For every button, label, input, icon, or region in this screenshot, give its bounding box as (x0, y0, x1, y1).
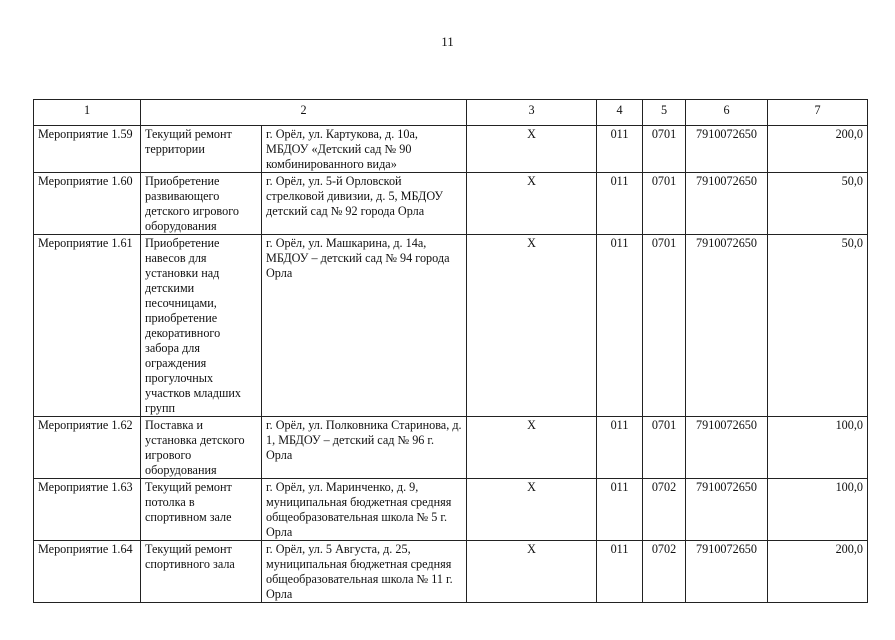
section-cell: 0701 (643, 126, 686, 173)
work-name-cell: Поставка и установка детского игрового оборудования (141, 417, 262, 479)
address-cell: г. Орёл, ул. Полковника Старинова, д. 1, МБДОУ – детский сад № 96 г. Орла (262, 417, 467, 479)
budget-table (33, 99, 868, 603)
target-cell: 7910072650 (686, 173, 768, 235)
target-cell: 7910072650 (686, 541, 768, 603)
table-row (34, 235, 868, 417)
address-cell: г. Орёл, ул. Маринченко, д. 9, муниципальная бюджетная средняя общеобразовательная школа № 5 г. Орла (262, 479, 467, 541)
work-name-cell: Текущий ремонт территории (141, 126, 262, 173)
event-cell: Мероприятие 1.60 (34, 173, 141, 235)
mark-cell: Х (467, 417, 597, 479)
header-col-5: 5 (643, 100, 686, 126)
event-cell: Мероприятие 1.62 (34, 417, 141, 479)
amount-cell: 100,0 (768, 479, 868, 541)
code-cell: 011 (597, 235, 643, 417)
header-col-7: 7 (768, 100, 868, 126)
amount-cell: 50,0 (768, 235, 868, 417)
table-row (34, 479, 868, 541)
page-number: 11 (441, 34, 454, 49)
target-cell: 7910072650 (686, 126, 768, 173)
work-name-cell: Приобретение развивающего детского игрового оборудования (141, 173, 262, 235)
header-col-1: 1 (34, 100, 141, 126)
event-cell: Мероприятие 1.63 (34, 479, 141, 541)
table-row (34, 173, 868, 235)
code-cell: 011 (597, 173, 643, 235)
table-row (34, 126, 868, 173)
mark-cell: Х (467, 235, 597, 417)
table-header-row (34, 100, 868, 126)
header-col-4: 4 (597, 100, 643, 126)
event-cell: Мероприятие 1.64 (34, 541, 141, 603)
section-cell: 0701 (643, 173, 686, 235)
section-cell: 0701 (643, 417, 686, 479)
address-cell: г. Орёл, ул. Картукова, д. 10а, МБДОУ «Детский сад № 90 комбинированного вида» (262, 126, 467, 173)
amount-cell: 200,0 (768, 541, 868, 603)
target-cell: 7910072650 (686, 479, 768, 541)
header-col-2: 2 (141, 100, 467, 126)
mark-cell: Х (467, 541, 597, 603)
address-cell: г. Орёл, ул. Машкарина, д. 14а, МБДОУ – детский сад № 94 города Орла (262, 235, 467, 417)
target-cell: 7910072650 (686, 417, 768, 479)
code-cell: 011 (597, 541, 643, 603)
mark-cell: Х (467, 479, 597, 541)
code-cell: 011 (597, 126, 643, 173)
header-col-3: 3 (467, 100, 597, 126)
address-cell: г. Орёл, ул. 5 Августа, д. 25, муниципальная бюджетная средняя общеобразовательная школа № 11 г. Орла (262, 541, 467, 603)
work-name-cell: Текущий ремонт потолка в спортивном зале (141, 479, 262, 541)
mark-cell: Х (467, 126, 597, 173)
target-cell: 7910072650 (686, 235, 768, 417)
table-row (34, 541, 868, 603)
amount-cell: 100,0 (768, 417, 868, 479)
work-name-cell: Приобретение навесов для установки над детскими песочницами, приобретение декоративного забора для ограждения прогулочных участков младших групп (141, 235, 262, 417)
amount-cell: 200,0 (768, 126, 868, 173)
code-cell: 011 (597, 479, 643, 541)
header-col-6: 6 (686, 100, 768, 126)
amount-cell: 50,0 (768, 173, 868, 235)
work-name-cell: Текущий ремонт спортивного зала (141, 541, 262, 603)
code-cell: 011 (597, 417, 643, 479)
section-cell: 0701 (643, 235, 686, 417)
section-cell: 0702 (643, 479, 686, 541)
address-cell: г. Орёл, ул. 5-й Орловской стрелковой дивизии, д. 5, МБДОУ детский сад № 92 города Орла (262, 173, 467, 235)
event-cell: Мероприятие 1.59 (34, 126, 141, 173)
section-cell: 0702 (643, 541, 686, 603)
event-cell: Мероприятие 1.61 (34, 235, 141, 417)
mark-cell: Х (467, 173, 597, 235)
table-row (34, 417, 868, 479)
